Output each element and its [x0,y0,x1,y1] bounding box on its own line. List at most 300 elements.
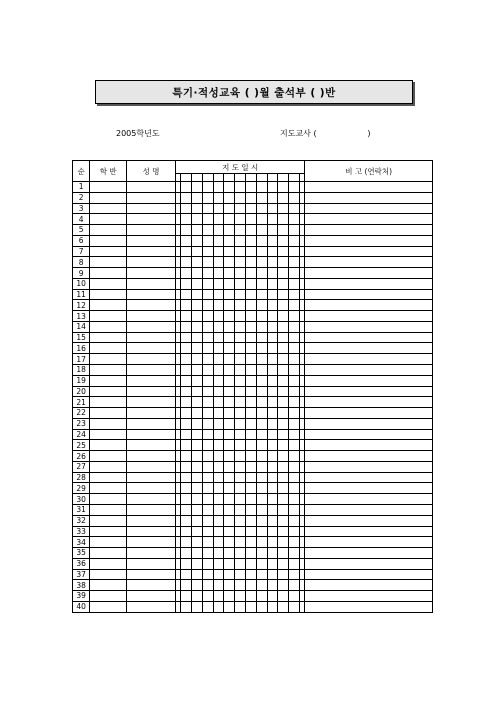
attendance-cell [202,311,213,322]
attendance-cell [235,257,246,268]
attendance-cell [278,483,289,494]
attendance-cell [191,289,202,300]
table-row [73,451,433,462]
attendance-cell [181,537,192,548]
attendance-cell [224,558,235,569]
attendance-cell [278,591,289,602]
attendance-cell [267,397,278,408]
class-cell [90,601,127,612]
class-cell [90,408,127,419]
attendance-cell [181,375,192,386]
attendance-cell [202,235,213,246]
attendance-cell [191,515,202,526]
attendance-cell [267,257,278,268]
class-cell [90,558,127,569]
attendance-cell [235,214,246,225]
attendance-cell [181,580,192,591]
attendance-cell [202,580,213,591]
attendance-cell [289,591,300,602]
date-header-cell [181,174,192,182]
attendance-cell [181,192,192,203]
attendance-cell [202,332,213,343]
name-cell [127,343,176,354]
attendance-cell [213,494,224,505]
class-cell [90,278,127,289]
table-row [73,365,433,376]
attendance-cell [191,268,202,279]
attendance-cell [202,429,213,440]
attendance-cell [246,569,257,580]
attendance-cell [246,214,257,225]
class-cell [90,397,127,408]
class-cell [90,418,127,429]
row-number: 15 [73,332,90,343]
name-cell [127,225,176,236]
name-cell [127,246,176,257]
class-cell [90,548,127,559]
attendance-cell [213,375,224,386]
attendance-cell [224,225,235,236]
date-gap-cell [300,174,305,182]
attendance-cell [235,494,246,505]
attendance-cell [181,365,192,376]
note-cell [305,580,433,591]
attendance-cell [181,429,192,440]
table-row [73,601,433,612]
class-cell [90,203,127,214]
attendance-cell [224,537,235,548]
note-cell [305,343,433,354]
table-row [73,300,433,311]
attendance-cell [267,289,278,300]
attendance-cell [191,375,202,386]
attendance-cell [289,386,300,397]
attendance-cell [267,580,278,591]
attendance-cell [246,278,257,289]
class-cell [90,343,127,354]
attendance-cell [213,365,224,376]
attendance-cell [181,418,192,429]
attendance-cell [256,408,267,419]
attendance-cell [224,246,235,257]
attendance-cell [191,580,202,591]
table-row [73,418,433,429]
attendance-cell [267,214,278,225]
attendance-cell [181,569,192,580]
attendance-cell [202,526,213,537]
attendance-cell [256,386,267,397]
attendance-cell [224,365,235,376]
name-cell [127,494,176,505]
row-number: 26 [73,451,90,462]
attendance-cell [181,408,192,419]
attendance-cell [202,558,213,569]
attendance-cell [224,451,235,462]
attendance-cell [278,397,289,408]
attendance-cell [224,235,235,246]
attendance-cell [289,354,300,365]
attendance-cell [213,311,224,322]
table-row [73,397,433,408]
attendance-cell [224,343,235,354]
class-cell [90,461,127,472]
attendance-cell [267,225,278,236]
name-cell [127,569,176,580]
note-cell [305,429,433,440]
note-cell [305,246,433,257]
attendance-cell [224,418,235,429]
attendance-cell [246,354,257,365]
name-cell [127,235,176,246]
attendance-cell [246,268,257,279]
attendance-cell [181,461,192,472]
attendance-cell [213,268,224,279]
attendance-cell [278,472,289,483]
attendance-cell [267,483,278,494]
attendance-cell [246,246,257,257]
attendance-cell [246,504,257,515]
attendance-cell [246,235,257,246]
attendance-cell [289,451,300,462]
name-cell [127,408,176,419]
note-cell [305,569,433,580]
class-cell [90,375,127,386]
attendance-cell [246,311,257,322]
attendance-cell [278,408,289,419]
date-header-cell [213,174,224,182]
attendance-cell [267,235,278,246]
attendance-cell [224,214,235,225]
attendance-cell [235,548,246,559]
row-number: 31 [73,504,90,515]
note-cell [305,451,433,462]
attendance-cell [246,397,257,408]
row-number: 39 [73,591,90,602]
attendance-cell [246,494,257,505]
attendance-cell [246,375,257,386]
date-header-cell [202,174,213,182]
attendance-cell [256,440,267,451]
attendance-cell [246,537,257,548]
attendance-cell [246,580,257,591]
attendance-cell [246,343,257,354]
attendance-cell [235,397,246,408]
attendance-cell [224,408,235,419]
attendance-cell [246,321,257,332]
row-number: 19 [73,375,90,386]
attendance-cell [191,278,202,289]
attendance-cell [267,526,278,537]
attendance-cell [235,321,246,332]
attendance-cell [191,472,202,483]
table-row [73,203,433,214]
attendance-cell [181,601,192,612]
attendance-cell [224,526,235,537]
table-row [73,526,433,537]
attendance-cell [278,235,289,246]
attendance-cell [202,472,213,483]
attendance-cell [213,580,224,591]
attendance-cell [289,214,300,225]
header-no: 순 [73,161,90,182]
attendance-cell [278,558,289,569]
table-row [73,182,433,193]
row-number: 4 [73,214,90,225]
attendance-cell [235,278,246,289]
name-cell [127,504,176,515]
attendance-cell [213,408,224,419]
attendance-cell [246,192,257,203]
attendance-cell [224,580,235,591]
attendance-cell [278,418,289,429]
table-row [73,343,433,354]
attendance-cell [181,440,192,451]
attendance-cell [256,580,267,591]
attendance-cell [278,343,289,354]
table-row [73,494,433,505]
attendance-cell [202,300,213,311]
table-row [73,311,433,322]
attendance-cell [213,257,224,268]
attendance-cell [224,300,235,311]
class-cell [90,451,127,462]
row-number: 24 [73,429,90,440]
note-cell [305,558,433,569]
note-cell [305,332,433,343]
table-row [73,321,433,332]
attendance-cell [235,601,246,612]
attendance-cell [224,203,235,214]
attendance-cell [181,268,192,279]
attendance-cell [256,375,267,386]
row-number: 10 [73,278,90,289]
attendance-cell [191,558,202,569]
attendance-cell [267,375,278,386]
attendance-cell [224,548,235,559]
attendance-cell [202,192,213,203]
note-cell [305,483,433,494]
attendance-cell [191,182,202,193]
row-number: 40 [73,601,90,612]
attendance-cell [224,591,235,602]
name-cell [127,397,176,408]
attendance-cell [289,192,300,203]
class-cell [90,515,127,526]
name-cell [127,386,176,397]
attendance-cell [256,569,267,580]
attendance-cell [213,214,224,225]
attendance-cell [202,343,213,354]
attendance-cell [191,451,202,462]
attendance-cell [278,278,289,289]
attendance-cell [256,235,267,246]
attendance-cell [278,429,289,440]
attendance-cell [213,451,224,462]
table-row [73,408,433,419]
attendance-cell [213,192,224,203]
table-row [73,591,433,602]
row-number: 7 [73,246,90,257]
attendance-cell [191,343,202,354]
attendance-cell [235,483,246,494]
attendance-cell [235,591,246,602]
attendance-cell [202,375,213,386]
page-title: 특기·적성교육 ( )월 출석부 ( )반 [95,80,413,104]
attendance-cell [224,311,235,322]
note-cell [305,526,433,537]
attendance-cell [267,332,278,343]
attendance-cell [202,537,213,548]
row-number: 14 [73,321,90,332]
attendance-cell [267,451,278,462]
class-cell [90,483,127,494]
row-number: 34 [73,537,90,548]
attendance-cell [213,526,224,537]
attendance-cell [224,483,235,494]
attendance-cell [267,591,278,602]
attendance-cell [289,558,300,569]
attendance-cell [213,300,224,311]
note-cell [305,397,433,408]
class-cell [90,300,127,311]
name-cell [127,418,176,429]
attendance-cell [278,548,289,559]
attendance-cell [213,343,224,354]
attendance-cell [278,354,289,365]
attendance-cell [267,365,278,376]
attendance-cell [289,483,300,494]
attendance-cell [278,182,289,193]
table-row [73,537,433,548]
attendance-cell [181,504,192,515]
class-cell [90,321,127,332]
attendance-cell [202,246,213,257]
table-row [73,504,433,515]
attendance-cell [191,321,202,332]
attendance-cell [235,386,246,397]
attendance-cell [213,235,224,246]
row-number: 22 [73,408,90,419]
table-row [73,429,433,440]
table-row [73,289,433,300]
class-cell [90,386,127,397]
attendance-cell [224,278,235,289]
row-number: 5 [73,225,90,236]
attendance-cell [267,429,278,440]
attendance-cell [278,537,289,548]
attendance-cell [202,386,213,397]
attendance-cell [289,418,300,429]
attendance-cell [246,182,257,193]
attendance-cell [181,214,192,225]
attendance-cell [181,257,192,268]
attendance-cell [267,354,278,365]
attendance-cell [278,375,289,386]
attendance-cell [213,537,224,548]
attendance-cell [181,235,192,246]
note-cell [305,591,433,602]
attendance-cell [235,354,246,365]
attendance-cell [191,429,202,440]
attendance-cell [191,548,202,559]
attendance-cell [191,601,202,612]
attendance-cell [278,214,289,225]
attendance-cell [256,257,267,268]
attendance-cell [202,203,213,214]
attendance-cell [235,472,246,483]
table-row [73,461,433,472]
attendance-cell [256,203,267,214]
attendance-cell [246,365,257,376]
attendance-cell [224,472,235,483]
attendance-cell [267,343,278,354]
attendance-cell [256,278,267,289]
attendance-cell [289,375,300,386]
table-row [73,386,433,397]
attendance-cell [213,548,224,559]
class-cell [90,580,127,591]
attendance-cell [235,440,246,451]
attendance-cell [256,504,267,515]
row-number: 23 [73,418,90,429]
attendance-cell [224,569,235,580]
date-header-cell [289,174,300,182]
attendance-cell [289,580,300,591]
note-cell [305,537,433,548]
attendance-cell [235,451,246,462]
attendance-cell [267,494,278,505]
name-cell [127,278,176,289]
attendance-cell [191,569,202,580]
attendance-cell [256,300,267,311]
attendance-cell [289,257,300,268]
name-cell [127,526,176,537]
attendance-cell [246,289,257,300]
row-number: 8 [73,257,90,268]
attendance-cell [235,311,246,322]
attendance-cell [289,203,300,214]
row-number: 2 [73,192,90,203]
attendance-cell [256,289,267,300]
table-row [73,375,433,386]
attendance-cell [289,548,300,559]
attendance-cell [246,300,257,311]
note-cell [305,548,433,559]
attendance-cell [278,246,289,257]
class-cell [90,440,127,451]
attendance-cell [181,386,192,397]
attendance-cell [289,311,300,322]
attendance-cell [202,494,213,505]
attendance-cell [191,332,202,343]
attendance-cell [256,365,267,376]
attendance-cell [213,591,224,602]
attendance-cell [213,569,224,580]
name-cell [127,580,176,591]
attendance-cell [267,246,278,257]
attendance-cell [267,408,278,419]
attendance-cell [181,225,192,236]
attendance-cell [256,558,267,569]
attendance-cell [181,591,192,602]
attendance-cell [246,225,257,236]
attendance-cell [202,365,213,376]
attendance-cell [191,225,202,236]
attendance-cell [246,601,257,612]
school-year-label: 2005학년도 [116,129,160,138]
attendance-cell [278,365,289,376]
row-number: 6 [73,235,90,246]
